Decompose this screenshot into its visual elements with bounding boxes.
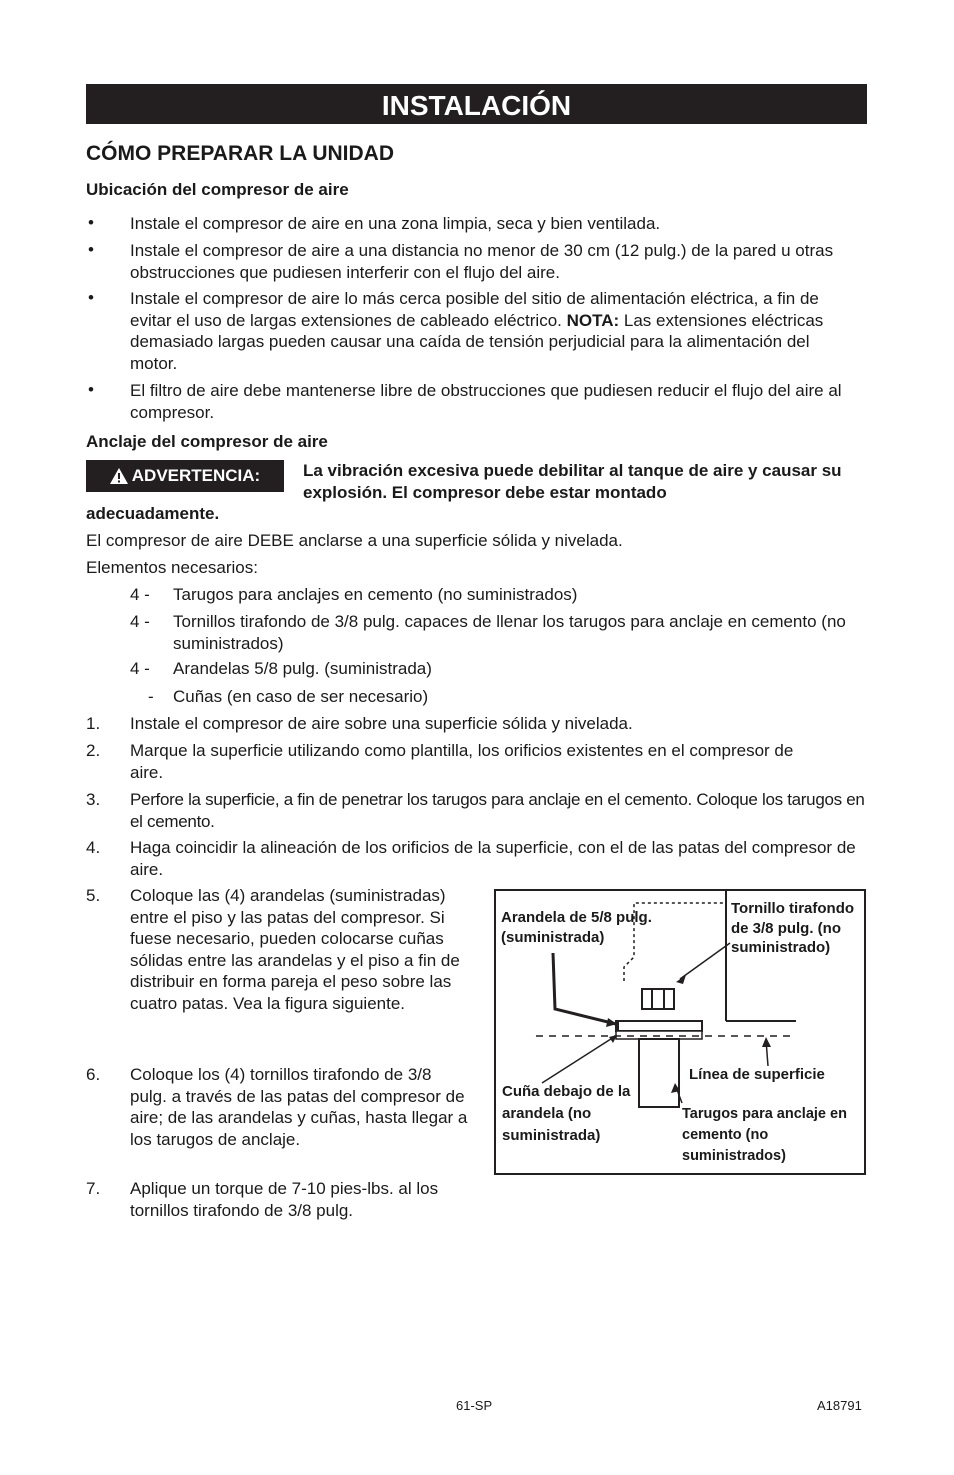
step-text: Coloque los (4) tornillos tirafondo de 3/8 pulg. a través de las patas del compresor de aire; de las arandelas y cuñas, hasta llegar a los tarugos de anclaje.: [130, 1065, 468, 1149]
anchor-figure: [494, 889, 866, 1175]
document-code: A18791: [817, 1398, 862, 1413]
bullet-3-text-cont: Las extensiones eléctricas demasiado largas pueden causar una caída de tensión perjudicial para la alimentación del motor.: [130, 310, 824, 373]
step-number: 1.: [86, 714, 101, 733]
bolt-label: Tornillo tirafondo de 3/8 pulg. (no suministrado): [731, 900, 855, 956]
warning-label: ADVERTENCIA:: [131, 466, 261, 485]
step-number: 6.: [86, 1065, 101, 1084]
needed-qty: 4 -: [130, 585, 150, 604]
note-label: NOTA:: [566, 310, 620, 330]
washer-label: Arandela de 5/8 pulg. (suministrada): [501, 909, 652, 946]
warning-text: La vibración excesiva puede debilitar al tanque de aire y causar su explosión. El compresor debe estar montado: [303, 461, 842, 502]
step-text: Perfore la superficie, a fin de penetrar los tarugos para anclaje en el cemento. Coloque los tarugos en el cemento.: [130, 790, 865, 831]
page-number: 61-SP: [456, 1398, 493, 1413]
step-text: Instale el compresor de aire sobre una superficie sólida y nivelada.: [130, 714, 633, 733]
step-text: Marque la superficie utilizando como plantilla, los orificios existentes en el compresor de aire.: [130, 741, 794, 782]
step-number: 5.: [86, 886, 101, 905]
surface-label: Línea de superficie: [689, 1066, 825, 1083]
bullet-marker: •: [88, 240, 94, 259]
step-number: 3.: [86, 790, 101, 809]
section-banner: [86, 84, 867, 124]
section-title: CÓMO PREPARAR LA UNIDAD: [86, 142, 394, 165]
anchoring-heading: Anclaje del compresor de aire: [86, 432, 328, 451]
needed-item: Tarugos para anclajes en cemento (no suministrados): [173, 585, 578, 604]
step-text: Coloque las (4) arandelas (suministradas) entre el piso y las patas del compresor. Si fuese necesario, pueden colocarse cuñas sólidas entre las arandelas y el piso a fin de distribuir en forma pareja el peso sobre las cuatro patas. Vea la figura siguiente.: [130, 886, 460, 1013]
step-text: Haga coincidir la alineación de los orificios de la superficie, con el de las patas del compresor de aire.: [130, 838, 856, 879]
needed-qty: 4 -: [130, 659, 150, 678]
bullet-marker: •: [88, 288, 94, 307]
location-bullet-3: [130, 288, 850, 374]
step-number: 4.: [86, 838, 101, 857]
banner-title: INSTALACIÓN: [381, 90, 572, 121]
needed-heading: Elementos necesarios:: [86, 558, 258, 577]
needed-qty: 4 -: [130, 612, 150, 631]
warning-icon: [110, 468, 128, 484]
bullet-marker: •: [88, 213, 94, 232]
step-number: 7.: [86, 1179, 101, 1198]
needed-item: Arandelas 5/8 pulg. (suministrada): [173, 659, 432, 678]
location-heading: Ubicación del compresor de aire: [86, 180, 349, 199]
must-anchor-text: El compresor de aire DEBE anclarse a una superficie sólida y nivelada.: [86, 531, 623, 550]
location-bullet-2: Instale el compresor de aire a una distancia no menor de 30 cm (12 pulg.) de la pared u otras obstrucciones que pudiesen interferir con el flujo del aire.: [130, 241, 834, 282]
location-bullet-1: Instale el compresor de aire en una zona limpia, seca y bien ventilada.: [130, 214, 661, 233]
shim-label: Cuña debajo de la arandela (no suministrada): [502, 1083, 631, 1144]
bullet-3-text: Instale el compresor de aire lo más cerca posible del sitio de alimentación eléctrica, a fin de evitar el uso de largas extensiones de cableado eléctrico.: [130, 289, 819, 330]
step-text: Aplique un torque de 7-10 pies-lbs. al los tornillos tirafondo de 3/8 pulg.: [130, 1179, 439, 1220]
bullet-marker: •: [88, 380, 94, 399]
needed-item: Tornillos tirafondo de 3/8 pulg. capaces de llenar los tarugos para anclaje en cemento (no suministrados): [173, 612, 846, 653]
location-bullet-4: El filtro de aire debe mantenerse libre de obstrucciones que pudiesen reducir el flujo del aire al compresor.: [130, 381, 842, 422]
needed-qty: -: [148, 687, 154, 706]
warning-badge: [86, 460, 284, 492]
warning-text-cont: adecuadamente.: [86, 504, 220, 523]
step-number: 2.: [86, 741, 101, 760]
needed-item: Cuñas (en caso de ser necesario): [173, 687, 429, 706]
anchors-label: Tarugos para anclaje en cemento (no suministrados): [682, 1106, 847, 1164]
